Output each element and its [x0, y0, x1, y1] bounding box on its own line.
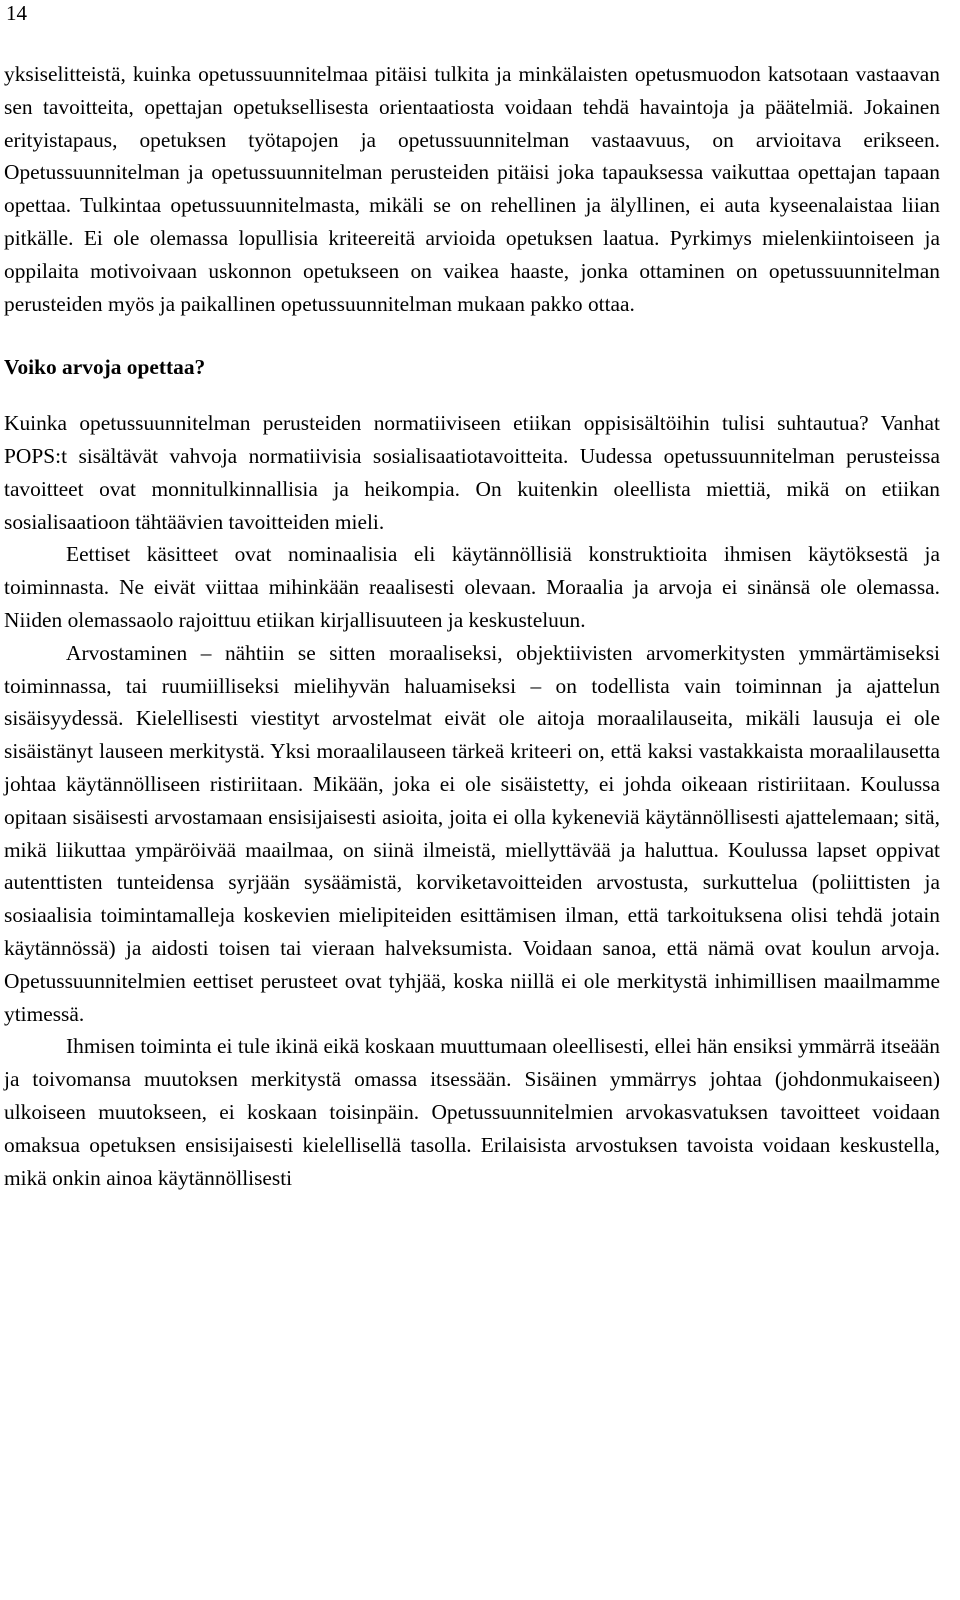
- paragraph: Arvostaminen – nähtiin se sitten moraaliseksi, objektiivisten arvomerkitysten ymmärtämiseksi toiminnassa, tai ruumiilliseksi mielihyvän haluamiseksi – on todellista vain toiminnan ja ajattelun sisäisyydessä. Kielellisesti viestityt arvostelmat eivät ole aitoja moraalilauseita, mikäli lausuja ei ole sisäistänyt lauseen merkitystä. Yksi moraalilauseen tärkeä kriteeri on, että kaksi vastakkaista moraalilausetta johtaa käytännölliseen ristiriitaan. Mikään, joka ei ole sisäistetty, ei johda oikeaan ristiriitaan. Koulussa opitaan sisäisesti arvostamaan ensisijaisesti asioita, joita ei olla kykeneviä käytännöllisesti ajattelemaan; sitä, mikä liikuttaa ympäröivää maailmaa, on siinä ilmeistä, miellyttävää ja haluttua. Koulussa lapset oppivat autenttisten tunteidensa syrjään sysäämistä, korviketavoitteiden arvostusta, surkuttelua (poliittisten ja sosiaalisia toimintamalleja koskevien mielipiteiden esittämisen ilman, että tarkoituksena olisi tehdä jotain käytännössä) ja aidosti toisen tai vieraan halveksumista. Voidaan sanoa, että nämä ovat koulun arvoja. Opetussuunnitelmien eettiset perusteet ovat tyhjää, koska niillä ei ole merkitystä inhimillisen maailmamme ytimessä.: [4, 640, 940, 1026]
- paragraph: Ihmisen toiminta ei tule ikinä eikä koskaan muuttumaan oleellisesti, ellei hän ensiksi ymmärrä itseään ja toivomansa muutoksen merkitystä omassa itsessään. Sisäinen ymmärrys johtaa (johdonmukaiseen) ulkoiseen muutokseen, ei koskaan toisinpäin. Opetussuunnitelmien arvokasvatuksen tavoitteet voidaan omaksua opetuksen ensisijaisesti kielellisellä tasolla. Erilaisista arvostuksen tavoista voidaan keskustella, mikä onkin ainoa käytännöllisesti: [4, 1034, 940, 1190]
- paragraph: Eettiset käsitteet ovat nominaalisia eli käytännöllisiä konstruktioita ihmisen käytöksestä ja toiminnasta. Ne eivät viittaa mihinkään reaalisesti olevaan. Moraalia ja arvoja ei sinänsä ole olemassa. Niiden olemassaolo rajoittuu etiikan kirjallisuuteen ja keskusteluun.: [4, 542, 940, 632]
- document-body: [4, 58, 940, 1194]
- paragraph: Kuinka opetussuunnitelman perusteiden normatiiviseen etiikan oppisisältöihin tulisi suhtautua? Vanhat POPS:t sisältävät vahvoja normatiivisia sosialisaatiotavoitteita. Uudessa opetussuunnitelman perusteissa tavoitteet ovat monnitulkinnallisia ja heikompia. On kuitenkin oleellista miettiä, mikä on etiikan sosialisaatioon tähtäävien tavoitteiden mieli.: [4, 411, 940, 534]
- paragraph: yksiselitteistä, kuinka opetussuunnitelmaa pitäisi tulkita ja minkälaisten opetusmuodon katsotaan vastaavan sen tavoitteita, opettajan opetuksellisesta orientaatiosta voidaan tehdä havaintoja ja päätelmiä. Jokainen erityistapaus, opetuksen työtapojen ja opetussuunnitelman vastaavuus, on arvioitava erikseen. Opetussuunnitelman ja opetussuunnitelman perusteiden pitäisi joka tapauksessa vaikuttaa opettajan tapaan opettaa. Tulkintaa opetussuunnitelmasta, mikäli se on rehellinen ja älyllinen, ei auta kyseenalaistaa liian pitkälle. Ei ole olemassa lopullisia kriteereitä arvioida opetuksen laatua. Pyrkimys mielenkiintoiseen ja oppilaita motivoivaan uskonnon opetukseen on vaikea haaste, jonka ottaminen on opetussuunnitelman perusteiden myös ja paikallinen opetussuunnitelman mukaan pakko ottaa.: [4, 62, 940, 316]
- section-heading: Voiko arvoja opettaa?: [4, 355, 206, 380]
- page-number: 14: [6, 1, 27, 25]
